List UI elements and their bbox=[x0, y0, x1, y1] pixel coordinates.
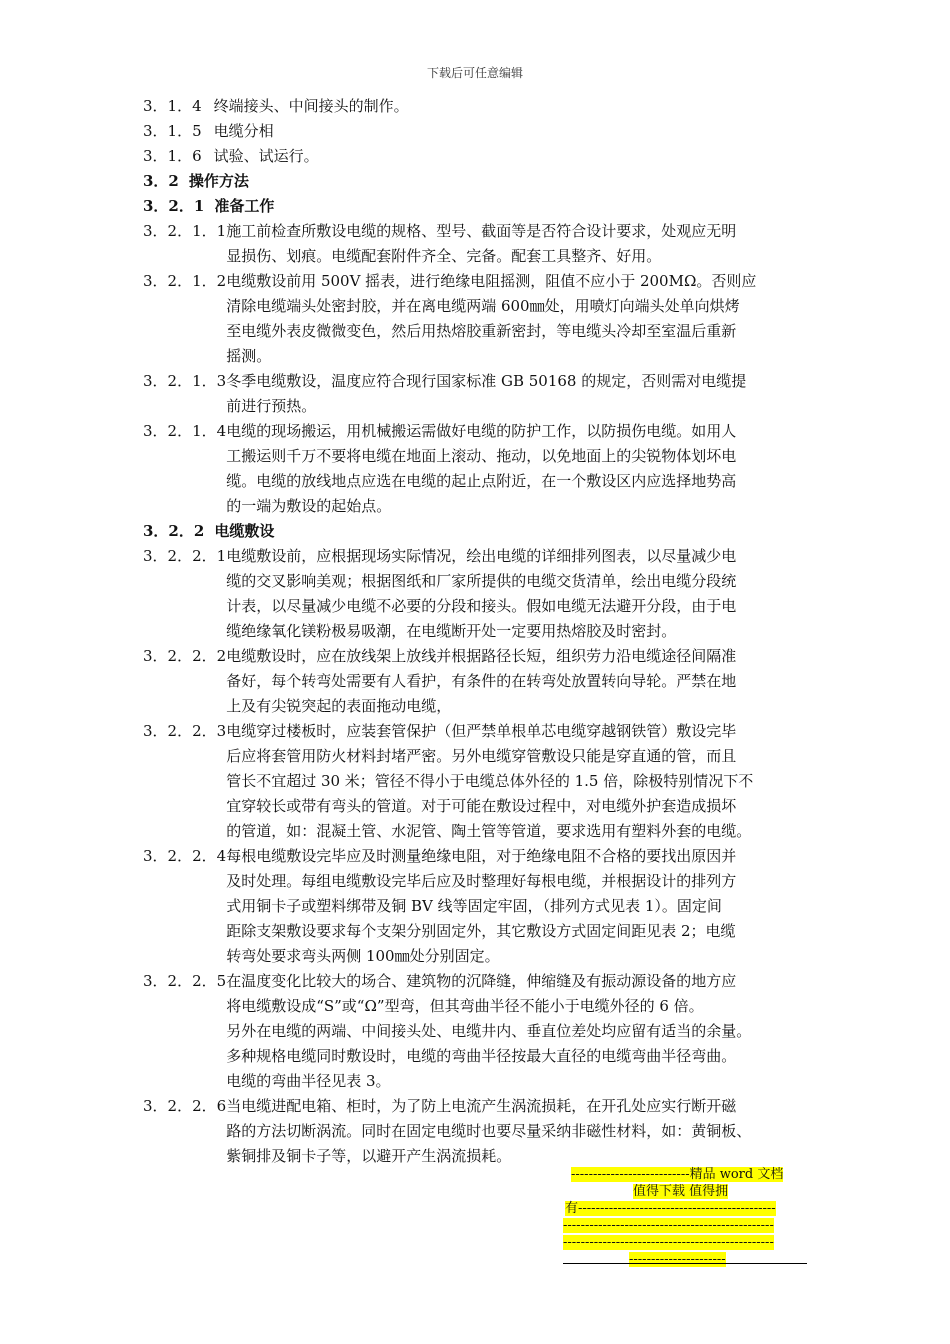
paragraph bbox=[143, 1094, 823, 1169]
item-text: 试验、试运行。 bbox=[213, 147, 319, 165]
paragraph-line: 紫铜排及铜卡子等，以避开产生涡流损耗。 bbox=[226, 1147, 512, 1165]
page-header: 下载后可任意编辑 bbox=[426, 66, 523, 80]
paragraph-line: 电缆的现场搬运，用机械搬运需做好电缆的防护工作，以防损伤电缆。如用人 bbox=[226, 422, 737, 440]
paragraph-line: 清除电缆端头处密封胶，并在离电缆两端 600㎜处，用喷灯向端头处单向烘烤 bbox=[226, 297, 740, 315]
paragraph-line: 前进行预热。 bbox=[226, 397, 317, 415]
item-text: 准备工作 bbox=[214, 197, 275, 215]
item-text: 终端接头、中间接头的制作。 bbox=[213, 97, 409, 115]
paragraph-line: 电缆敷设前用 500V 摇表，进行绝缘电阻摇测，阻值不应小于 200MΩ。否则应 bbox=[226, 272, 757, 290]
paragraph-line: 至电缆外表皮微微变色，然后用热熔胶重新密封，等电缆头冷却至室温后重新 bbox=[226, 322, 737, 340]
item-number: 3．2．1．3 bbox=[143, 372, 227, 390]
paragraph-line: 计表，以尽量减少电缆不必要的分段和接头。假如电缆无法避开分段，由于电 bbox=[226, 597, 737, 615]
item-number: 3．2．2．6 bbox=[143, 1097, 227, 1115]
list-item bbox=[143, 144, 823, 169]
paragraph-line: 路的方法切断涡流。同时在固定电缆时也要尽量采纳非磁性材料，如：黄铜板、 bbox=[226, 1122, 752, 1140]
item-number: 3．2．1 bbox=[143, 197, 205, 215]
list-item bbox=[143, 94, 823, 119]
paragraph-line: 及时处理。每组电缆敷设完毕后应及时整理好每根电缆，并根据设计的排列方 bbox=[226, 872, 737, 890]
paragraph-line: 将电缆敷设成“S”或“Ω”型弯，但其弯曲半径不能小于电缆外径的 6 倍。 bbox=[226, 997, 704, 1015]
item-number: 3．1．6 bbox=[143, 147, 202, 165]
paragraph bbox=[143, 644, 823, 719]
item-text: 电缆分相 bbox=[213, 122, 274, 140]
paragraph bbox=[143, 969, 823, 1094]
watermark-line: ------------------------------------------------ bbox=[563, 1235, 774, 1250]
watermark-line: ---------------------- bbox=[629, 1252, 726, 1267]
item-text: 操作方法 bbox=[188, 172, 249, 190]
watermark-line: 有--------------------------------------------- bbox=[565, 1201, 776, 1216]
watermark-box bbox=[563, 1166, 807, 1268]
item-number: 3．2．1．1 bbox=[143, 222, 227, 240]
paragraph-line: 电缆穿过楼板时，应装套管保护（但严禁单根单芯电缆穿越钢铁管）敷设完毕 bbox=[226, 722, 737, 740]
paragraph-line: 备好，每个转弯处需要有人看护，有条件的在转弯处放置转向导轮。严禁在地 bbox=[226, 672, 737, 690]
item-number: 3．2 bbox=[143, 172, 179, 190]
item-number: 3．2．2．4 bbox=[143, 847, 227, 865]
paragraph bbox=[143, 719, 823, 844]
paragraph-line: 当电缆进配电箱、柜时，为了防上电流产生涡流损耗，在开孔处应实行断开磁 bbox=[226, 1097, 737, 1115]
paragraph-line: 式用铜卡子或塑料绑带及铜 BV 线等固定牢固，（排列方式见表 1）。固定间 bbox=[226, 897, 722, 915]
footer-rule bbox=[563, 1263, 807, 1264]
watermark-line: ------------------------------------------------ bbox=[563, 1218, 774, 1233]
paragraph bbox=[143, 369, 823, 419]
paragraph-line: 在温度变化比较大的场合、建筑物的沉降缝，伸缩缝及有振动源设备的地方应 bbox=[226, 972, 737, 990]
item-number: 3．1．5 bbox=[143, 122, 202, 140]
paragraph-line: 的一端为敷设的起始点。 bbox=[226, 497, 392, 515]
paragraph-line: 后应将套管用防火材料封堵严密。另外电缆穿管敷设只能是穿直通的管，而且 bbox=[226, 747, 737, 765]
section-heading bbox=[143, 194, 823, 219]
paragraph-line: 工搬运则千万不要将电缆在地面上滚动、拖动，以免地面上的尖锐物体划坏电 bbox=[226, 447, 737, 465]
paragraph-line: 电缆敷设时，应在放线架上放线并根据路径长短，组织劳力沿电缆途径间隔准 bbox=[226, 647, 737, 665]
paragraph bbox=[143, 219, 823, 269]
list-item bbox=[143, 119, 823, 144]
paragraph-line: 缆。电缆的放线地点应选在电缆的起止点附近，在一个敷设区内应选择地势高 bbox=[226, 472, 737, 490]
paragraph-line: 施工前检查所敷设电缆的规格、型号、截面等是否符合设计要求，处观应无明 bbox=[226, 222, 737, 240]
section-heading bbox=[143, 519, 823, 544]
item-number: 3．2．2．5 bbox=[143, 972, 227, 990]
paragraph-line: 多种规格电缆同时敷设时，电缆的弯曲半径按最大直径的电缆弯曲半径弯曲。 bbox=[226, 1047, 737, 1065]
paragraph bbox=[143, 269, 823, 369]
item-number: 3．2．2．3 bbox=[143, 722, 227, 740]
paragraph-line: 冬季电缆敷设，温度应符合现行国家标准 GB 50168 的规定，否则需对电缆提 bbox=[226, 372, 747, 390]
paragraph-line: 另外在电缆的两端、中间接头处、电缆井内、垂直位差处均应留有适当的余量。 bbox=[226, 1022, 752, 1040]
paragraph-line: 宜穿较长或带有弯头的管道。对于可能在敷设过程中，对电缆外护套造成损坏 bbox=[226, 797, 737, 815]
item-number: 3．1．4 bbox=[143, 97, 202, 115]
watermark-line: ---------------------------精品 word 文档 bbox=[571, 1167, 784, 1182]
item-number: 3．2．2．2 bbox=[143, 647, 227, 665]
paragraph-line: 管长不宜超过 30 米；管径不得小于电缆总体外径的 1.5 倍，除极特别情况下不 bbox=[226, 772, 754, 790]
paragraph bbox=[143, 844, 823, 969]
paragraph-line: 的管道，如：混凝土管、水泥管、陶土管等管道，要求选用有塑料外套的电缆。 bbox=[226, 822, 752, 840]
item-number: 3．2．2 bbox=[143, 522, 205, 540]
paragraph-line: 显损伤、划痕。电缆配套附件齐全、完备。配套工具整齐、好用。 bbox=[226, 247, 662, 265]
item-text: 电缆敷设 bbox=[214, 522, 275, 540]
paragraph-line: 电缆敷设前，应根据现场实际情况，绘出电缆的详细排列图表，以尽量减少电 bbox=[226, 547, 737, 565]
paragraph-line: 摇测。 bbox=[226, 347, 272, 365]
item-number: 3．2．2．1 bbox=[143, 547, 227, 565]
item-number: 3．2．1．2 bbox=[143, 272, 227, 290]
paragraph-line: 每根电缆敷设完毕应及时测量绝缘电阻，对于绝缘电阻不合格的要找出原因并 bbox=[226, 847, 737, 865]
watermark-line: 值得下载 值得拥 bbox=[633, 1184, 729, 1199]
paragraph-line: 上及有尖锐突起的表面拖动电缆， bbox=[226, 697, 452, 715]
paragraph-line: 距除支架敷设要求每个支架分别固定外，其它敷设方式固定间距见表 2；电缆 bbox=[226, 922, 736, 940]
document-body bbox=[143, 94, 823, 1169]
item-number: 3．2．1．4 bbox=[143, 422, 227, 440]
paragraph-line: 转弯处要求弯头两侧 100㎜处分别固定。 bbox=[226, 947, 500, 965]
paragraph bbox=[143, 419, 823, 519]
paragraph-line: 缆绝缘氧化镁粉极易吸潮，在电缆断开处一定要用热熔胶及时密封。 bbox=[226, 622, 677, 640]
paragraph bbox=[143, 544, 823, 644]
paragraph-line: 缆的交叉影响美观；根据图纸和厂家所提供的电缆交货清单，绘出电缆分段统 bbox=[226, 572, 737, 590]
section-heading bbox=[143, 169, 823, 194]
paragraph-line: 电缆的弯曲半径见表 3。 bbox=[226, 1072, 391, 1090]
